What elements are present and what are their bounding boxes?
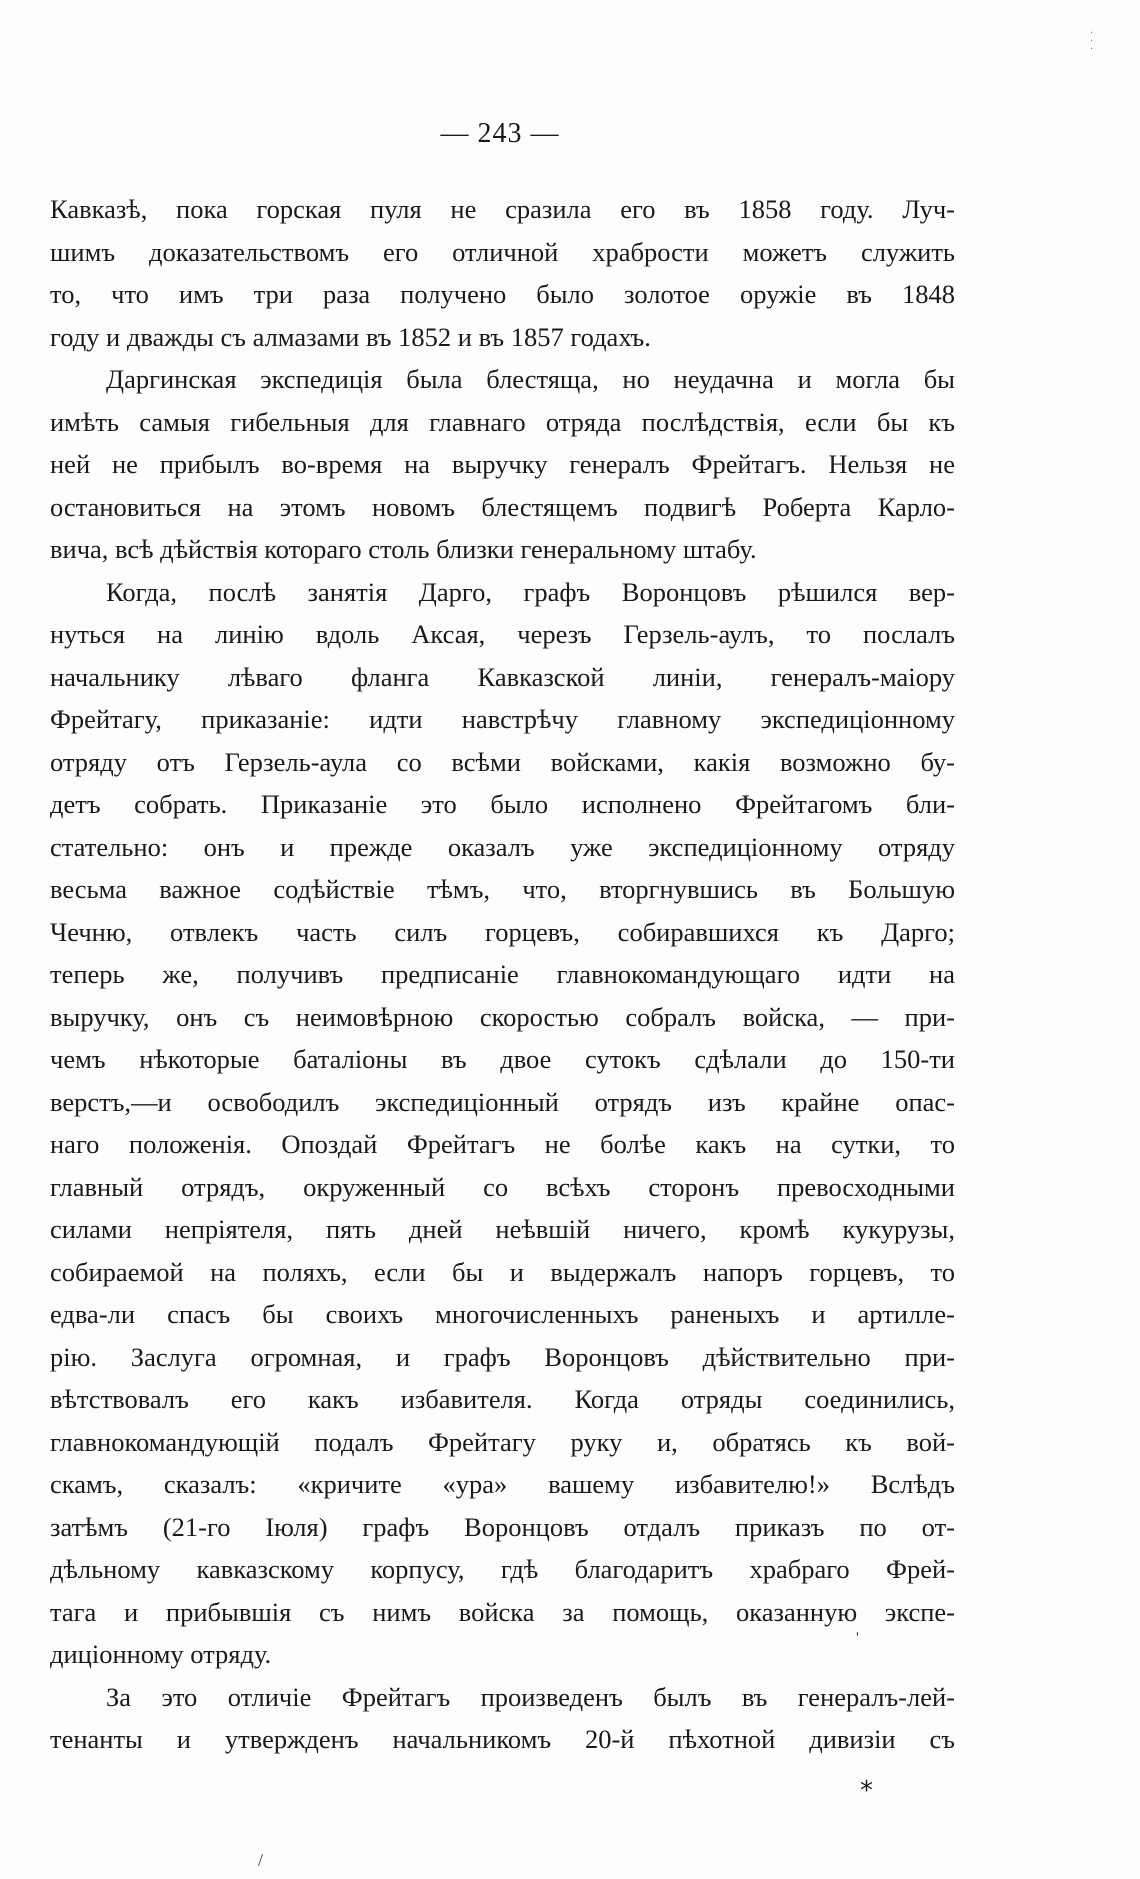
- text-line: чемъ нѣкоторые баталіоны въ двое сутокъ сдѣлали до 150-ти: [50, 1044, 955, 1074]
- bottom-speck: /: [258, 1850, 264, 1870]
- text-line: Кавказѣ, пока горская пуля не сразила его въ 1858 году. Луч-: [50, 194, 955, 224]
- text-line: дѣльному кавказскому корпусу, гдѣ благодаритъ храбраго Фрей-: [50, 1554, 955, 1584]
- text-line: За это отличіе Фрейтагъ произведенъ былъ въ генералъ-лей-: [106, 1681, 955, 1712]
- text-line: диціонному отряду.: [50, 1639, 272, 1669]
- asterisk-mark: *: [860, 1776, 873, 1806]
- text-line: наго положенія. Опоздай Фрейтагъ не болѣе какъ на сутки, то: [50, 1129, 955, 1159]
- text-line: имѣть самыя гибельныя для главнаго отряда послѣдствія, если бы къ: [50, 406, 955, 437]
- text-line: Фрейтагу, приказаніе: идти навстрѣчу главному экспедиціонному: [50, 704, 955, 734]
- text-line: весьма важное содѣйствіе тѣмъ, что, вторгнувшись въ Большую: [50, 874, 955, 904]
- text-line: теперь же, получивъ предписаніе главнокомандующаго идти на: [50, 959, 955, 989]
- page-number: — 243 —: [440, 118, 560, 149]
- text-line: отряду отъ Герзель-аула со всѣми войсками, какія возможно бу-: [50, 746, 955, 777]
- text-line: тага и прибывшія съ нимъ войска за помощь, оказанную экспе-: [50, 1596, 955, 1627]
- text-line: едва-ли спасъ бы своихъ многочисленныхъ раненыхъ и артилле-: [50, 1299, 955, 1329]
- text-line: нуться на линію вдоль Аксая, черезъ Герзель-аулъ, то послалъ: [50, 619, 955, 649]
- text-line: выручку, онъ съ неимовѣрною скоростью собралъ войска, — при-: [50, 1001, 955, 1032]
- text-line: главнокомандующій подалъ Фрейтагу руку и, обратясь къ вой-: [50, 1426, 955, 1457]
- body-text: [50, 188, 955, 1761]
- ink-speck: ': [856, 1630, 859, 1647]
- text-line: году и дважды съ алмазами въ 1852 и въ 1857 годахъ.: [50, 321, 651, 352]
- text-line: остановиться на этомъ новомъ блестящемъ подвигѣ Роберта Карло-: [50, 491, 955, 522]
- text-line: верстъ,—и освободилъ экспедиціонный отрядъ изъ крайне опас-: [50, 1086, 955, 1117]
- text-line: ней не прибылъ во-время на выручку генералъ Фрейтагъ. Нельзя не: [50, 449, 955, 479]
- text-line: силами непріятеля, пять дней неѣвшій ничего, кромѣ кукурузы,: [50, 1214, 955, 1244]
- text-line: детъ собрать. Приказаніе это было исполнено Фрейтагомъ бли-: [50, 789, 955, 819]
- text-line: Когда, послѣ занятія Дарго, графъ Воронцовъ рѣшился вер-: [106, 576, 955, 607]
- text-line: Чечню, отвлекъ часть силъ горцевъ, собиравшихся къ Дарго;: [50, 916, 955, 947]
- speck-marks: · · ·: [1090, 28, 1094, 55]
- text-line: шимъ доказательствомъ его отличной храбрости можетъ служить: [50, 236, 955, 267]
- text-line: тенанты и утвержденъ начальникомъ 20-й пѣхотной дивизіи съ: [50, 1724, 955, 1754]
- text-line: затѣмъ (21-го Іюля) графъ Воронцовъ отдалъ приказъ по от-: [50, 1511, 955, 1542]
- text-line: начальнику лѣваго фланга Кавказской линіи, генералъ-маіору: [50, 661, 955, 692]
- text-line: рію. Заслуга огромная, и графъ Воронцовъ дѣйствительно при-: [50, 1341, 955, 1372]
- text-line: вѣтствовалъ его какъ избавителя. Когда отряды соединились,: [50, 1384, 955, 1414]
- text-line: Даргинская экспедиція была блестяща, но неудачна и могла бы: [106, 364, 955, 394]
- text-line: собираемой на поляхъ, если бы и выдержалъ напоръ горцевъ, то: [50, 1256, 955, 1287]
- text-line: то, что имъ три раза получено было золотое оружіе въ 1848: [50, 279, 955, 309]
- text-line: главный отрядъ, окруженный со всѣхъ сторонъ превосходными: [50, 1171, 955, 1202]
- text-line: стательно: онъ и прежде оказалъ уже экспедиціонному отряду: [50, 831, 955, 862]
- text-line: вича, всѣ дѣйствія котораго столь близки генеральному штабу.: [50, 534, 757, 564]
- text-line: скамъ, сказалъ: «кричите «ура» вашему избавителю!» Вслѣдъ: [50, 1469, 955, 1499]
